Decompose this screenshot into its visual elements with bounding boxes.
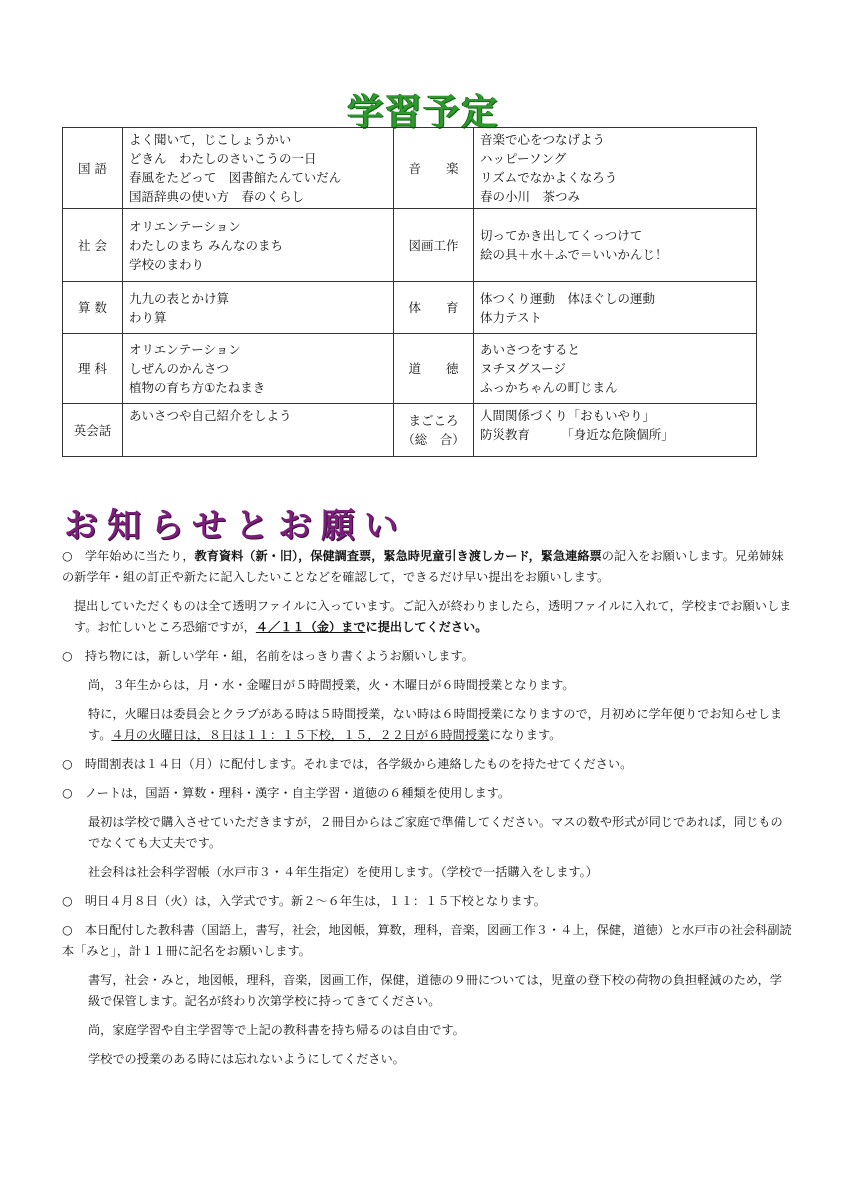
content-line: オリエンテーション [129, 342, 241, 357]
content-line: どきん わたしのさいこうの一日 [129, 151, 317, 166]
notice-item [62, 704, 792, 746]
table-row [63, 209, 757, 282]
content-cell [474, 334, 757, 404]
content-cell [123, 334, 394, 404]
page-title: 学習予定 [347, 92, 500, 133]
content-line: あいさつをすると [480, 342, 581, 357]
subject-cell: 算 数 [63, 282, 123, 334]
table-row [63, 404, 757, 457]
content-line: 体力テスト [480, 309, 543, 325]
subject-cell: 国 語 [63, 128, 123, 209]
notice-emphasis: 教育資料（新・旧），保健調査票，緊急時児童引き渡しカード，緊急連絡票 [194, 549, 602, 563]
notice-body [62, 546, 792, 1078]
notice-item: 学校での授業のある時には忘れないようにしてください。 [88, 1052, 405, 1066]
notice-item: 尚，３年生からは，月・水・金曜日が５時間授業，火・木曜日が６時間授業となります。 [88, 678, 575, 692]
content-cell [474, 209, 757, 282]
notice-item: 書写，社会・みと，地図帳，理科，音楽，図画工作，保健，道徳の９冊については，児童の登下校の荷物の負担軽減のため，学級で保管します。記名が終わり次第学校に持ってきてください。 [88, 973, 782, 1008]
content-line: あいさつや自己紹介をしよう [129, 408, 292, 423]
content-line: 防災教育 「身近な危険個所」 [480, 427, 674, 442]
notice-text: の記入をお願いします。兄弟姉妹の新学年・組の訂正や新たに記入したいことなどを確認して，できるだけ早い提出をお願いします。 [62, 549, 784, 584]
content-line: 国語辞典の使い方 春のくらし [129, 189, 305, 204]
subject-cell: 社 会 [63, 209, 123, 282]
notice-item: ○ ノートは，国語・算数・理科・漢字・自主学習・道徳の６種類を使用します。 [62, 786, 511, 800]
notice-title: お知らせとお願い [64, 506, 407, 546]
content-line: リズムでなかよくなろう [480, 170, 618, 185]
content-cell [474, 128, 757, 209]
deadline-text: ４／１１（金）まで [255, 620, 366, 634]
content-line: オリエンテーション [129, 218, 241, 234]
notice-item [62, 596, 792, 638]
content-line: 春風をたどって 図書館たんていだん [129, 170, 342, 185]
subject-cell: 英会話 [63, 404, 123, 457]
notice-item: 社会科は社会科学習帳（水戸市３・４年生指定）を使用します。（学校で一括購入をします。） [88, 865, 598, 879]
subject-cell: 道 徳 [394, 334, 474, 404]
content-cell [474, 282, 757, 334]
content-line: 音楽で心をつなげよう [480, 132, 606, 147]
schedule-table [62, 127, 757, 457]
notice-item: ○ 持ち物には，新しい学年・組，名前をはっきり書くようお願いします。 [62, 649, 474, 663]
content-cell [123, 404, 394, 457]
notice-item: 最初は学校で購入させていただきますが，２冊目からはご家庭で準備してください。マスの数や形式が同じであれば，同じものでなくても大丈夫です。 [88, 815, 783, 850]
subject-cell: 音 楽 [394, 128, 474, 209]
subject-cell [394, 404, 474, 457]
notice-item: ○ 明日４月８日（火）は，入学式です。新２～６年生は，１１：１５下校となります。 [62, 894, 546, 908]
subject-cell: 理 科 [63, 334, 123, 404]
notice-text: 提出していただくものは全て透明ファイルに入っています。ご記入が終わりましたら，透明ファイルに入れて，学校までお願いします。お忙しいところ恐縮ですが， [74, 599, 792, 634]
content-line: 人間関係づくり「おもいやり」 [480, 408, 656, 423]
notice-text: になります。 [489, 728, 562, 742]
subject-cell: 体 育 [394, 282, 474, 334]
content-line: 学校のまわり [129, 256, 205, 272]
notice-item: 尚，家庭学習や自主学習等で上記の教科書を持ち帰るのは自由です。 [88, 1023, 465, 1037]
content-line: ヌチヌグスージ [480, 361, 566, 376]
notice-item: ○ 時間割表は１４日（月）に配付します。それまでは，各学級から連絡したものを持たせてください。 [62, 757, 633, 771]
content-line: わり算 [129, 309, 167, 325]
notice-underline: ４月の火曜日は，８日は１１：１５下校，１５，２２日が６時間授業 [111, 728, 490, 742]
table-row [63, 334, 757, 404]
content-line: 絵の具＋水＋ふで＝いいかんじ！ [480, 247, 668, 262]
content-cell [123, 128, 394, 209]
notice-emphasis: に提出してください。 [365, 620, 488, 634]
content-line: しぜんのかんさつ [129, 361, 230, 376]
content-cell [474, 404, 757, 457]
notice-text: 特に，火曜日は委員会とクラブがある時は５時間授業，ない時は６時間授業になりますので，月初めに学年便りでお知らせします。 [88, 707, 783, 742]
notice-item [62, 546, 792, 588]
subject-cell: 図画工作 [394, 209, 474, 282]
notice-text: ○ 学年始めに当たり， [62, 549, 195, 563]
content-line: わたしのまち みんなのまち [129, 237, 283, 253]
content-line: ふっかちゃんの町じまん [480, 380, 618, 395]
content-cell [123, 282, 394, 334]
subject-label: まごころ [408, 413, 459, 428]
content-line: ハッピーソング [480, 151, 567, 166]
content-line: よく聞いて，じこしょうかい [129, 132, 292, 147]
content-cell [123, 209, 394, 282]
content-line: 春の小川 茶つみ [480, 189, 581, 204]
subject-label: （総 合） [402, 432, 465, 447]
notice-item: ○ 本日配付した教科書（国語上，書写，社会，地図帳，算数，理科，音楽，図画工作３・４上，保健，道徳）と水戸市の社会科副読本「みと」，計１１冊に記名をお願いします。 [62, 923, 792, 958]
content-line: 植物の育ち方①たねまき [129, 380, 266, 395]
content-line: 切ってかき出してくっつけて [480, 228, 643, 243]
table-row [63, 128, 757, 209]
table-row [63, 282, 757, 334]
content-line: 九九の表とかけ算 [129, 290, 230, 306]
content-line: 体つくり運動 体ほぐしの運動 [480, 290, 656, 306]
